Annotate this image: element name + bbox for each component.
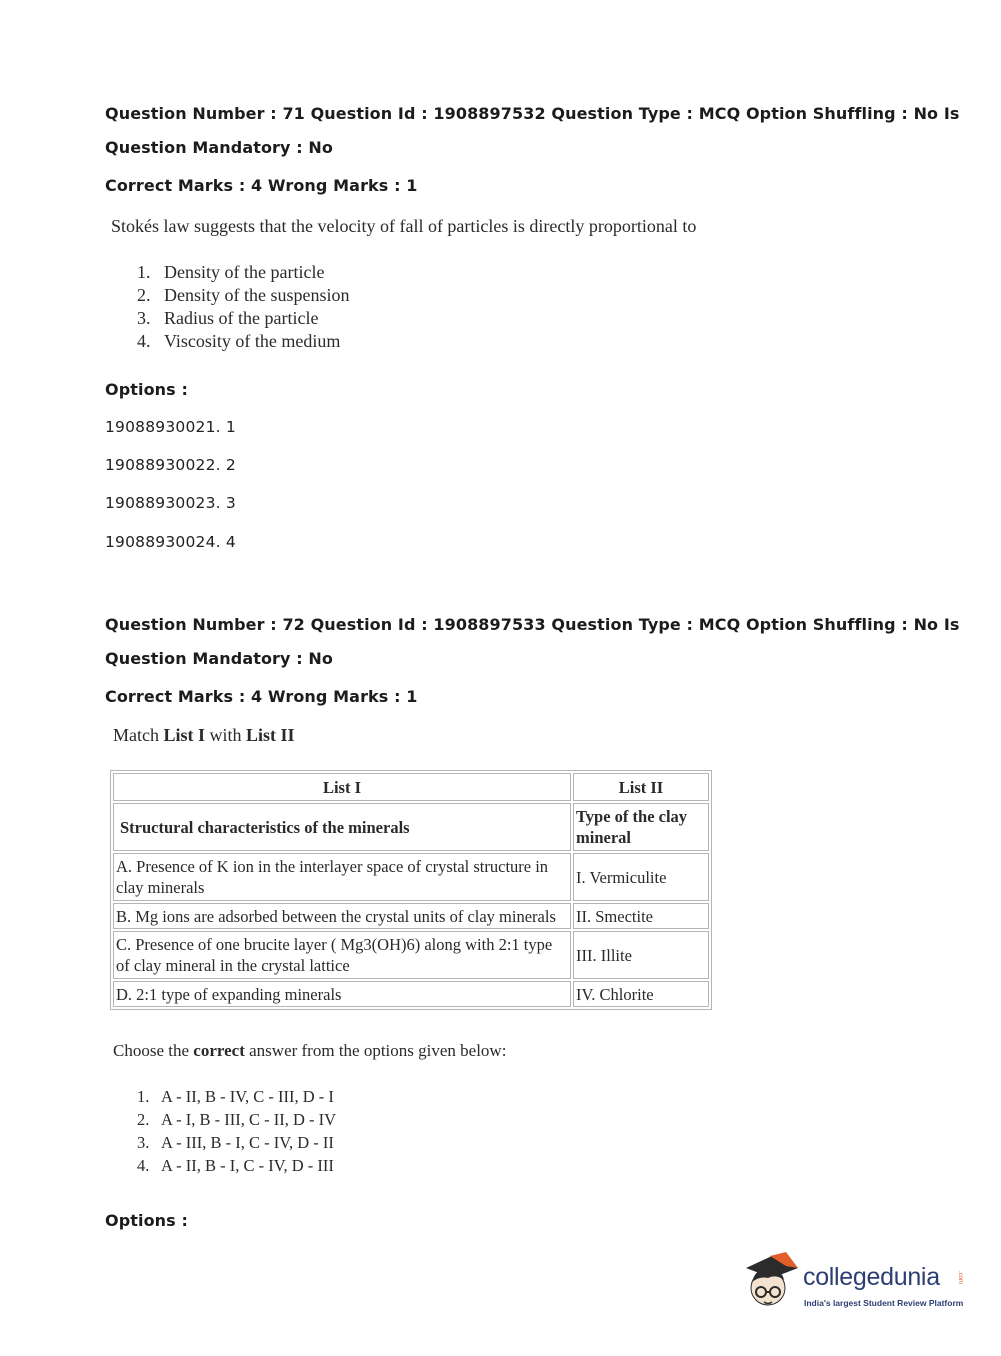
q71-option-3: 19088930023. 3 — [105, 494, 236, 512]
list-item: 2. A - I, B - III, C - II, D - IV — [137, 1110, 337, 1129]
list-item: 4. A - II, B - I, C - IV, D - III — [137, 1156, 334, 1175]
table-cell: II. Smectite — [573, 903, 709, 929]
q72-meta-line2: Question Mandatory : No — [105, 649, 333, 668]
table-row — [113, 981, 709, 1007]
logo-com: .com — [957, 1271, 963, 1285]
table-subheader-row — [113, 803, 709, 851]
list-item: 2. Density of the suspension — [137, 285, 350, 305]
q72-meta-line1: Question Number : 72 Question Id : 1908897533 Question Type : MCQ Option Shuffling : No Is — [105, 615, 960, 634]
table-cell: IV. Chlorite — [573, 981, 709, 1007]
table-cell: III. Illite — [573, 931, 709, 979]
q72-choice-list — [137, 1085, 336, 1177]
table-row — [113, 931, 709, 979]
q71-options-label: Options : — [105, 380, 188, 399]
table-subheader-list2: Type of the clay mineral — [573, 803, 709, 851]
q71-meta-line1: Question Number : 71 Question Id : 1908897532 Question Type : MCQ Option Shuffling : No Is — [105, 104, 960, 123]
table-header-row — [113, 773, 709, 801]
table-row — [113, 853, 709, 901]
q71-marks: Correct Marks : 4 Wrong Marks : 1 — [105, 176, 418, 195]
list-item: 1. Density of the particle — [137, 262, 325, 282]
table-header-list2: List II — [573, 773, 709, 801]
q71-choice-list — [137, 261, 349, 353]
table-header-list1: List I — [113, 773, 571, 801]
q71-option-2: 19088930022. 2 — [105, 456, 236, 474]
q71-option-1: 19088930021. 1 — [105, 418, 236, 436]
table-cell: C. Presence of one brucite layer ( Mg3(OH)6) along with 2:1 type of clay mineral in the crystal lattice — [113, 931, 571, 979]
table-row — [113, 903, 709, 929]
table-subheader-list1: Structural characteristics of the minerals — [113, 803, 571, 851]
list-item: 3. Radius of the particle — [137, 308, 319, 328]
logo-tagline: India's largest Student Review Platform — [804, 1298, 964, 1308]
match-table — [110, 770, 712, 1010]
list-item: 1. A - II, B - IV, C - III, D - I — [137, 1087, 334, 1106]
q72-intro-text: Match List I with List II — [113, 725, 295, 745]
table-cell: A. Presence of K ion in the interlayer space of crystal structure in clay minerals — [113, 853, 571, 901]
q71-question-text: Stokés law suggests that the velocity of fall of particles is directly proportional to — [111, 216, 697, 236]
list-item: 4. Viscosity of the medium — [137, 331, 341, 351]
logo-wordmark: collegedunia — [803, 1263, 940, 1291]
q72-choose-text: Choose the correct answer from the options given below: — [113, 1041, 507, 1060]
q71-meta-line2: Question Mandatory : No — [105, 138, 333, 157]
list-item: 3. A - III, B - I, C - IV, D - II — [137, 1133, 334, 1152]
q72-marks: Correct Marks : 4 Wrong Marks : 1 — [105, 687, 418, 706]
table-cell: D. 2:1 type of expanding minerals — [113, 981, 571, 1007]
q71-option-4: 19088930024. 4 — [105, 533, 236, 551]
q72-options-label: Options : — [105, 1211, 188, 1230]
table-cell: I. Vermiculite — [573, 853, 709, 901]
table-cell: B. Mg ions are adsorbed between the crystal units of clay minerals — [113, 903, 571, 929]
